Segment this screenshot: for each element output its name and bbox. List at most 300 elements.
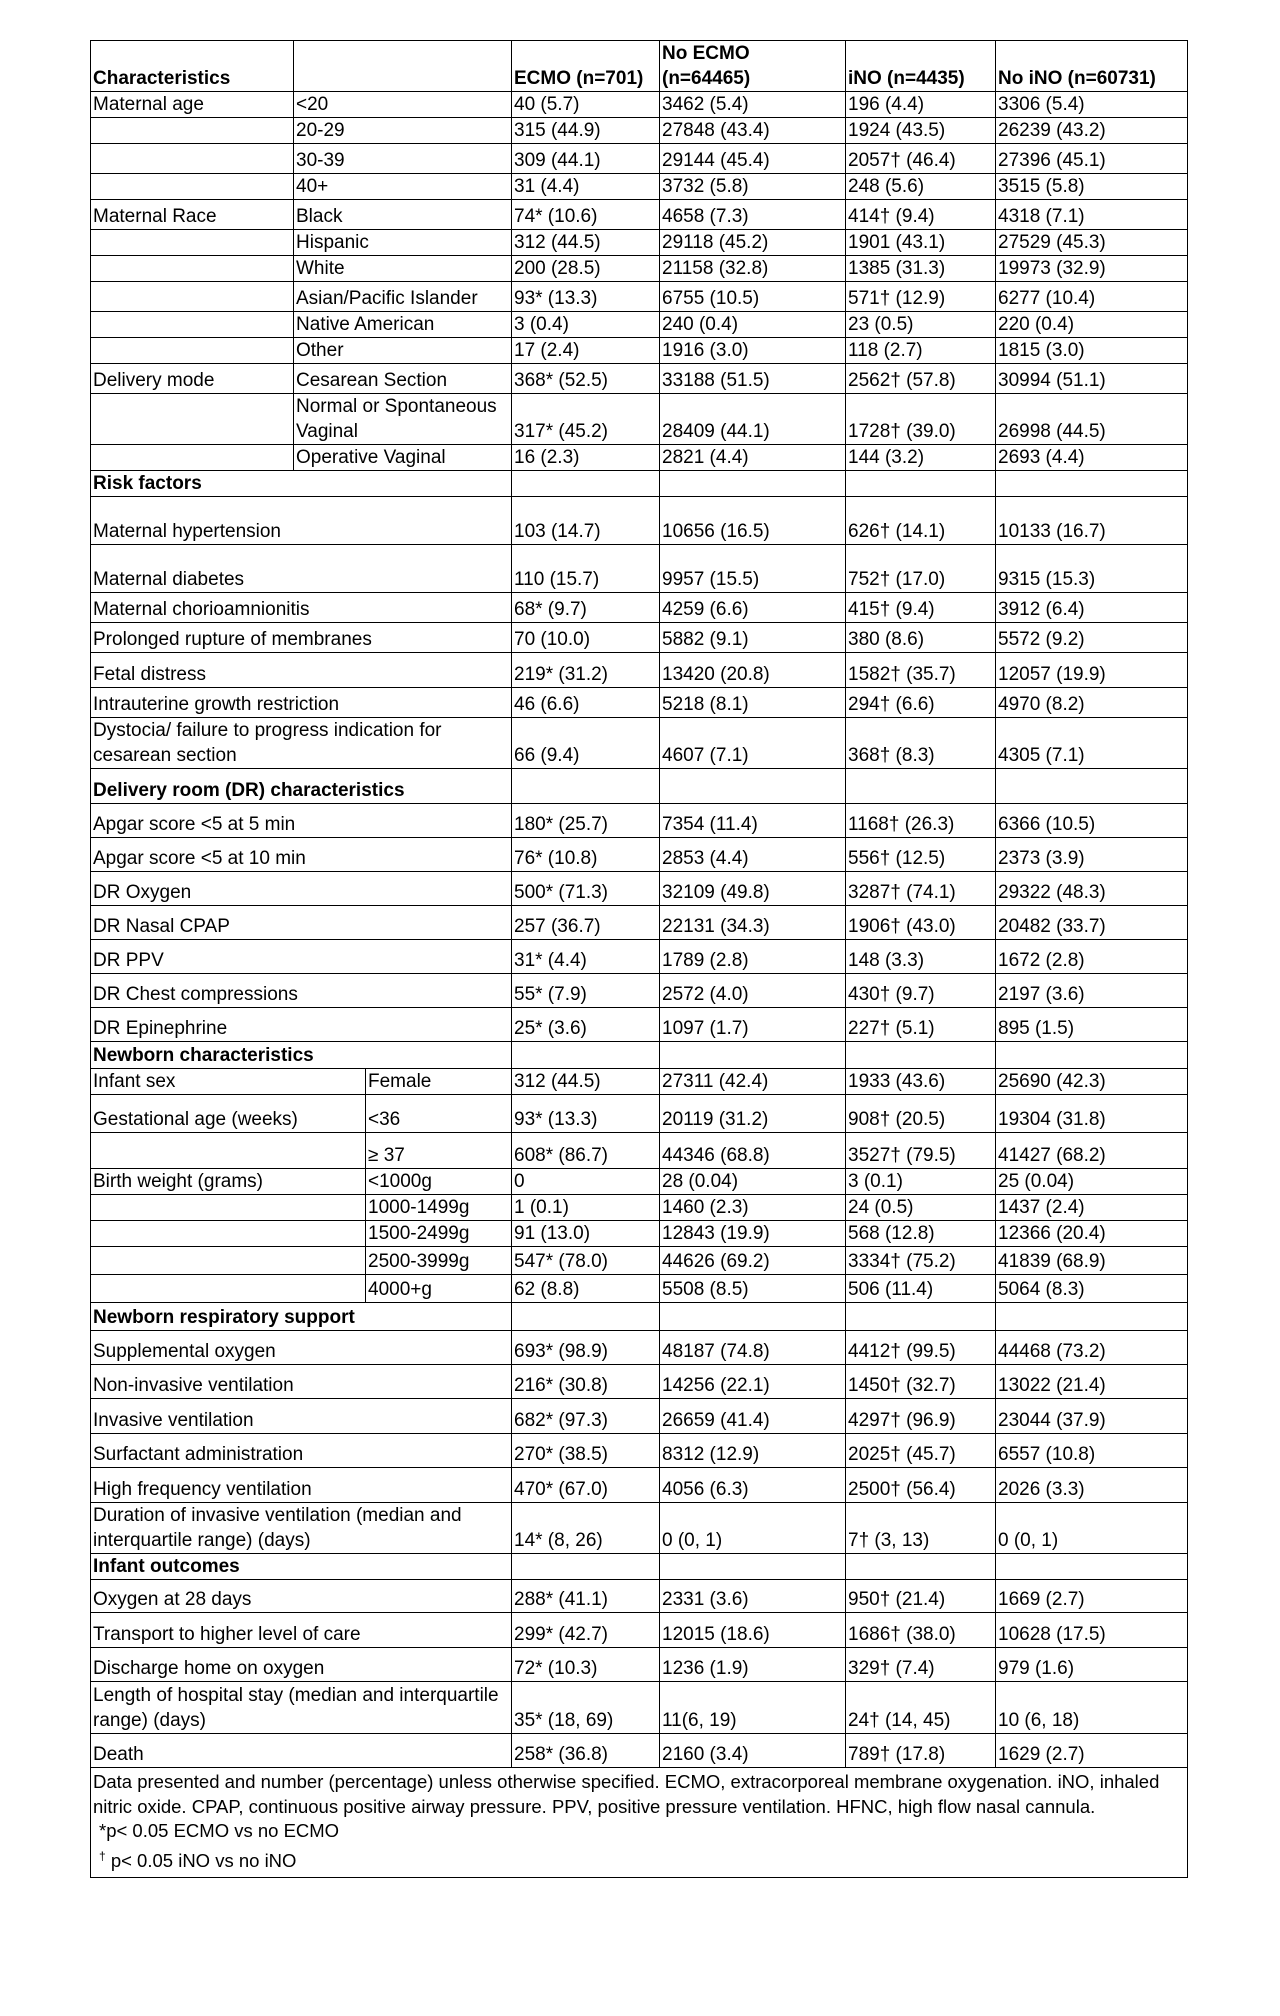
blank-cell	[846, 1042, 996, 1069]
section-row	[91, 1303, 1188, 1331]
blank-cell	[846, 769, 996, 804]
table-row	[91, 1734, 1188, 1768]
blank-cell	[846, 1303, 996, 1331]
blank-cell	[512, 471, 660, 497]
value-no-ino: 19973 (32.9)	[996, 256, 1188, 282]
row-category-label: White	[294, 256, 512, 282]
row-group-label	[91, 174, 294, 200]
blank-cell	[660, 1042, 846, 1069]
section-row	[91, 471, 1188, 497]
header-row	[91, 41, 1188, 92]
table-row	[91, 872, 1188, 906]
row-label: Duration of invasive ventilation (median and interquartile range) (days)	[91, 1503, 512, 1554]
value-ecmo: 55* (7.9)	[512, 974, 660, 1008]
table-row	[91, 92, 1188, 118]
value-no-ecmo: 4056 (6.3)	[660, 1468, 846, 1503]
row-group-label	[91, 445, 294, 471]
value-ino: 2057† (46.4)	[846, 144, 996, 174]
dagger-symbol: †	[99, 1848, 106, 1863]
row-group-label	[91, 1247, 366, 1275]
row-group-label	[91, 144, 294, 174]
value-no-ecmo: 28 (0.04)	[660, 1169, 846, 1195]
value-ecmo: 25* (3.6)	[512, 1008, 660, 1042]
value-ecmo: 258* (36.8)	[512, 1734, 660, 1768]
value-ecmo: 35* (18, 69)	[512, 1682, 660, 1734]
value-no-ino: 1672 (2.8)	[996, 940, 1188, 974]
value-ecmo: 180* (25.7)	[512, 804, 660, 838]
value-no-ecmo: 3462 (5.4)	[660, 92, 846, 118]
value-ino: 1385 (31.3)	[846, 256, 996, 282]
value-ecmo: 72* (10.3)	[512, 1648, 660, 1682]
blank-cell	[660, 769, 846, 804]
row-group-label	[91, 282, 294, 312]
value-no-ino: 20482 (33.7)	[996, 906, 1188, 940]
value-no-ino: 2693 (4.4)	[996, 445, 1188, 471]
row-label: Maternal hypertension	[91, 497, 512, 545]
row-category-label: 20-29	[294, 118, 512, 144]
value-no-ecmo: 1236 (1.9)	[660, 1648, 846, 1682]
value-ino: 1686† (38.0)	[846, 1613, 996, 1648]
row-label: Death	[91, 1734, 512, 1768]
table-row	[91, 144, 1188, 174]
table-row	[91, 1503, 1188, 1554]
value-no-ecmo: 21158 (32.8)	[660, 256, 846, 282]
value-no-ecmo: 14256 (22.1)	[660, 1365, 846, 1399]
value-ecmo: 74* (10.6)	[512, 200, 660, 230]
row-group-label: Maternal Race	[91, 200, 294, 230]
value-no-ecmo: 2853 (4.4)	[660, 838, 846, 872]
value-ino: 3334† (75.2)	[846, 1247, 996, 1275]
section-outcomes: Infant outcomes	[91, 1554, 512, 1580]
value-no-ecmo: 5218 (8.1)	[660, 688, 846, 718]
value-ino: 415† (9.4)	[846, 593, 996, 623]
footnote-row	[91, 1768, 1188, 1878]
value-no-ecmo: 12843 (19.9)	[660, 1221, 846, 1247]
value-no-ino: 3515 (5.8)	[996, 174, 1188, 200]
value-ecmo: 200 (28.5)	[512, 256, 660, 282]
value-no-ino: 4970 (8.2)	[996, 688, 1188, 718]
table-row	[91, 1468, 1188, 1503]
value-ecmo: 14* (8, 26)	[512, 1503, 660, 1554]
value-no-ino: 41839 (68.9)	[996, 1247, 1188, 1275]
row-category-label: <36	[366, 1095, 512, 1133]
value-ino: 1168† (26.3)	[846, 804, 996, 838]
value-ecmo: 66 (9.4)	[512, 718, 660, 769]
table-row	[91, 653, 1188, 688]
value-ecmo: 91 (13.0)	[512, 1221, 660, 1247]
row-category-label: 2500-3999g	[366, 1247, 512, 1275]
value-no-ino: 13022 (21.4)	[996, 1365, 1188, 1399]
row-label: Supplemental oxygen	[91, 1331, 512, 1365]
blank-cell	[660, 1554, 846, 1580]
value-no-ecmo: 29144 (45.4)	[660, 144, 846, 174]
value-no-ino: 1815 (3.0)	[996, 338, 1188, 364]
row-group-label	[91, 394, 294, 445]
value-no-ecmo: 2331 (3.6)	[660, 1580, 846, 1613]
blank-cell	[846, 1554, 996, 1580]
header-characteristics: Characteristics	[91, 41, 294, 92]
row-category-label: Hispanic	[294, 230, 512, 256]
row-category-label: <1000g	[366, 1169, 512, 1195]
value-ino: 752† (17.0)	[846, 545, 996, 593]
value-no-ino: 6277 (10.4)	[996, 282, 1188, 312]
row-category-label: Other	[294, 338, 512, 364]
value-ino: 3287† (74.1)	[846, 872, 996, 906]
table-row	[91, 804, 1188, 838]
value-no-ino: 12057 (19.9)	[996, 653, 1188, 688]
value-no-ino: 1629 (2.7)	[996, 1734, 1188, 1768]
value-ino: 556† (12.5)	[846, 838, 996, 872]
blank-cell	[996, 471, 1188, 497]
value-no-ino: 6557 (10.8)	[996, 1434, 1188, 1468]
value-ino: 23 (0.5)	[846, 312, 996, 338]
row-group-label	[91, 1221, 366, 1247]
value-ino: 24 (0.5)	[846, 1195, 996, 1221]
value-no-ecmo: 28409 (44.1)	[660, 394, 846, 445]
row-group-label	[91, 256, 294, 282]
row-category-label: 1000-1499g	[366, 1195, 512, 1221]
value-ino: 1901 (43.1)	[846, 230, 996, 256]
header-ecmo: ECMO (n=701)	[512, 41, 660, 92]
value-ino: 4297† (96.9)	[846, 1399, 996, 1434]
value-ino: 227† (5.1)	[846, 1008, 996, 1042]
table-row	[91, 497, 1188, 545]
blank-cell	[512, 1554, 660, 1580]
value-no-ino: 27396 (45.1)	[996, 144, 1188, 174]
table-row	[91, 364, 1188, 394]
row-label: DR Oxygen	[91, 872, 512, 906]
table-row	[91, 1247, 1188, 1275]
value-ecmo: 31* (4.4)	[512, 940, 660, 974]
value-no-ecmo: 44346 (68.8)	[660, 1133, 846, 1169]
value-ecmo: 3 (0.4)	[512, 312, 660, 338]
value-no-ecmo: 5882 (9.1)	[660, 623, 846, 653]
table-row	[91, 1613, 1188, 1648]
table-row	[91, 256, 1188, 282]
value-no-ino: 23044 (37.9)	[996, 1399, 1188, 1434]
value-ecmo: 76* (10.8)	[512, 838, 660, 872]
section-row	[91, 1554, 1188, 1580]
value-ino: 1924 (43.5)	[846, 118, 996, 144]
row-category-label: Asian/Pacific Islander	[294, 282, 512, 312]
value-ecmo: 317* (45.2)	[512, 394, 660, 445]
value-no-ecmo: 8312 (12.9)	[660, 1434, 846, 1468]
characteristics-table	[90, 40, 1188, 1878]
section-newborn: Newborn characteristics	[91, 1042, 512, 1069]
value-no-ino: 10 (6, 18)	[996, 1682, 1188, 1734]
value-ino: 2562† (57.8)	[846, 364, 996, 394]
blank-cell	[996, 769, 1188, 804]
row-group-label: Infant sex	[91, 1069, 366, 1095]
value-no-ecmo: 4658 (7.3)	[660, 200, 846, 230]
value-ino: 568 (12.8)	[846, 1221, 996, 1247]
value-no-ino: 895 (1.5)	[996, 1008, 1188, 1042]
value-ino: 329† (7.4)	[846, 1648, 996, 1682]
value-ecmo: 299* (42.7)	[512, 1613, 660, 1648]
row-label: Length of hospital stay (median and interquartile range) (days)	[91, 1682, 512, 1734]
blank-cell	[512, 1042, 660, 1069]
row-category-label: Cesarean Section	[294, 364, 512, 394]
value-ino: 2025† (45.7)	[846, 1434, 996, 1468]
row-group-label	[91, 230, 294, 256]
value-ecmo: 1 (0.1)	[512, 1195, 660, 1221]
row-category-label: ≥ 37	[366, 1133, 512, 1169]
table-row	[91, 940, 1188, 974]
row-group-label: Delivery mode	[91, 364, 294, 394]
value-ino: 1728† (39.0)	[846, 394, 996, 445]
table-row	[91, 445, 1188, 471]
table-row	[91, 1682, 1188, 1734]
row-group-label	[91, 1275, 366, 1303]
blank-cell	[846, 471, 996, 497]
table-row	[91, 718, 1188, 769]
value-ino: 7† (3, 13)	[846, 1503, 996, 1554]
value-ino: 414† (9.4)	[846, 200, 996, 230]
value-no-ino: 4318 (7.1)	[996, 200, 1188, 230]
value-ecmo: 500* (71.3)	[512, 872, 660, 906]
header-ino: iNO (n=4435)	[846, 41, 996, 92]
value-no-ecmo: 2572 (4.0)	[660, 974, 846, 1008]
value-ecmo: 216* (30.8)	[512, 1365, 660, 1399]
value-ecmo: 608* (86.7)	[512, 1133, 660, 1169]
row-group-label	[91, 312, 294, 338]
row-group-label	[91, 338, 294, 364]
row-label: High frequency ventilation	[91, 1468, 512, 1503]
value-no-ino: 41427 (68.2)	[996, 1133, 1188, 1169]
value-ino: 248 (5.6)	[846, 174, 996, 200]
value-ino: 1450† (32.7)	[846, 1365, 996, 1399]
value-ecmo: 682* (97.3)	[512, 1399, 660, 1434]
value-ecmo: 693* (98.9)	[512, 1331, 660, 1365]
value-ecmo: 312 (44.5)	[512, 230, 660, 256]
footnote-star: *p< 0.05 ECMO vs no ECMO	[99, 1820, 340, 1841]
table-row	[91, 118, 1188, 144]
row-group-label	[91, 118, 294, 144]
table-row	[91, 1399, 1188, 1434]
section-respiratory: Newborn respiratory support	[91, 1303, 512, 1331]
footnote-text: Data presented and number (percentage) unless otherwise specified. ECMO, extracorporeal membrane oxygenation. iNO, inhaled nitric oxide. CPAP, continuous positive airway pressure. PPV, positive pressure ventilation. HFNC, high flow nasal cannula.	[93, 1771, 1160, 1817]
row-category-label: 30-39	[294, 144, 512, 174]
value-no-ecmo: 5508 (8.5)	[660, 1275, 846, 1303]
value-ino: 294† (6.6)	[846, 688, 996, 718]
footnote-dagger-text: p< 0.05 iNO vs no iNO	[105, 1849, 297, 1871]
value-ino: 368† (8.3)	[846, 718, 996, 769]
value-no-ino: 979 (1.6)	[996, 1648, 1188, 1682]
value-ino: 148 (3.3)	[846, 940, 996, 974]
value-no-ecmo: 6755 (10.5)	[660, 282, 846, 312]
value-no-ecmo: 33188 (51.5)	[660, 364, 846, 394]
value-ecmo: 93* (13.3)	[512, 1095, 660, 1133]
value-no-ecmo: 13420 (20.8)	[660, 653, 846, 688]
table-row	[91, 1434, 1188, 1468]
blank-cell	[512, 769, 660, 804]
value-no-ino: 1669 (2.7)	[996, 1580, 1188, 1613]
value-no-ino: 3306 (5.4)	[996, 92, 1188, 118]
row-label: Invasive ventilation	[91, 1399, 512, 1434]
table-row	[91, 1095, 1188, 1133]
blank-cell	[996, 1042, 1188, 1069]
value-no-ecmo: 20119 (31.2)	[660, 1095, 846, 1133]
row-label: Maternal chorioamnionitis	[91, 593, 512, 623]
table-row	[91, 338, 1188, 364]
row-label: Discharge home on oxygen	[91, 1648, 512, 1682]
table-row	[91, 200, 1188, 230]
table-row	[91, 1008, 1188, 1042]
value-no-ecmo: 1789 (2.8)	[660, 940, 846, 974]
value-ino: 1582† (35.7)	[846, 653, 996, 688]
value-no-ecmo: 7354 (11.4)	[660, 804, 846, 838]
table-row	[91, 593, 1188, 623]
value-no-ecmo: 4607 (7.1)	[660, 718, 846, 769]
value-ecmo: 46 (6.6)	[512, 688, 660, 718]
value-no-ecmo: 1460 (2.3)	[660, 1195, 846, 1221]
value-ino: 24† (14, 45)	[846, 1682, 996, 1734]
row-label: Dystocia/ failure to progress indication for cesarean section	[91, 718, 512, 769]
table-row	[91, 1169, 1188, 1195]
table-row	[91, 230, 1188, 256]
table-row	[91, 312, 1188, 338]
blank-cell	[660, 471, 846, 497]
value-no-ecmo: 2160 (3.4)	[660, 1734, 846, 1768]
table-row	[91, 1133, 1188, 1169]
value-no-ecmo: 2821 (4.4)	[660, 445, 846, 471]
table-row	[91, 1580, 1188, 1613]
row-label: Maternal diabetes	[91, 545, 512, 593]
value-no-ecmo: 26659 (41.4)	[660, 1399, 846, 1434]
value-ecmo: 288* (41.1)	[512, 1580, 660, 1613]
row-category-label: Operative Vaginal	[294, 445, 512, 471]
row-label: Apgar score <5 at 5 min	[91, 804, 512, 838]
table-row	[91, 906, 1188, 940]
row-category-label: 4000+g	[366, 1275, 512, 1303]
table-row	[91, 623, 1188, 653]
value-ecmo: 62 (8.8)	[512, 1275, 660, 1303]
footnote-dagger	[93, 1844, 1185, 1874]
value-ecmo: 547* (78.0)	[512, 1247, 660, 1275]
value-no-ecmo: 0 (0, 1)	[660, 1503, 846, 1554]
blank-cell	[996, 1303, 1188, 1331]
value-no-ecmo: 4259 (6.6)	[660, 593, 846, 623]
value-no-ecmo: 22131 (34.3)	[660, 906, 846, 940]
value-ino: 3 (0.1)	[846, 1169, 996, 1195]
value-no-ino: 2373 (3.9)	[996, 838, 1188, 872]
document-page	[90, 40, 1187, 1878]
value-no-ino: 44468 (73.2)	[996, 1331, 1188, 1365]
row-category-label: Black	[294, 200, 512, 230]
value-no-ecmo: 48187 (74.8)	[660, 1331, 846, 1365]
value-no-ino: 6366 (10.5)	[996, 804, 1188, 838]
value-ino: 430† (9.7)	[846, 974, 996, 1008]
blank-cell	[660, 1303, 846, 1331]
row-label: Non-invasive ventilation	[91, 1365, 512, 1399]
value-no-ino: 2197 (3.6)	[996, 974, 1188, 1008]
value-ino: 571† (12.9)	[846, 282, 996, 312]
value-no-ino: 10133 (16.7)	[996, 497, 1188, 545]
value-no-ino: 9315 (15.3)	[996, 545, 1188, 593]
row-label: Fetal distress	[91, 653, 512, 688]
table-row	[91, 545, 1188, 593]
row-category-label: 40+	[294, 174, 512, 200]
value-no-ecmo: 29118 (45.2)	[660, 230, 846, 256]
value-no-ecmo: 27311 (42.4)	[660, 1069, 846, 1095]
value-no-ino: 25 (0.04)	[996, 1169, 1188, 1195]
value-ecmo: 219* (31.2)	[512, 653, 660, 688]
value-ecmo: 257 (36.7)	[512, 906, 660, 940]
row-label: Prolonged rupture of membranes	[91, 623, 512, 653]
value-ecmo: 31 (4.4)	[512, 174, 660, 200]
value-ecmo: 70 (10.0)	[512, 623, 660, 653]
value-ecmo: 17 (2.4)	[512, 338, 660, 364]
value-ino: 950† (21.4)	[846, 1580, 996, 1613]
row-label: Intrauterine growth restriction	[91, 688, 512, 718]
value-no-ino: 12366 (20.4)	[996, 1221, 1188, 1247]
row-group-label	[91, 1133, 366, 1169]
value-ino: 196 (4.4)	[846, 92, 996, 118]
value-no-ecmo: 10656 (16.5)	[660, 497, 846, 545]
row-group-label: Birth weight (grams)	[91, 1169, 366, 1195]
value-no-ino: 30994 (51.1)	[996, 364, 1188, 394]
value-ecmo: 270* (38.5)	[512, 1434, 660, 1468]
table-row	[91, 394, 1188, 445]
value-no-ino: 25690 (42.3)	[996, 1069, 1188, 1095]
value-ecmo: 16 (2.3)	[512, 445, 660, 471]
value-no-ecmo: 32109 (49.8)	[660, 872, 846, 906]
table-row	[91, 1648, 1188, 1682]
table-row	[91, 282, 1188, 312]
row-label: DR Chest compressions	[91, 974, 512, 1008]
row-label: Surfactant administration	[91, 1434, 512, 1468]
value-ecmo: 368* (52.5)	[512, 364, 660, 394]
value-no-ino: 26239 (43.2)	[996, 118, 1188, 144]
value-ecmo: 470* (67.0)	[512, 1468, 660, 1503]
value-no-ecmo: 9957 (15.5)	[660, 545, 846, 593]
value-ecmo: 103 (14.7)	[512, 497, 660, 545]
value-no-ino: 3912 (6.4)	[996, 593, 1188, 623]
value-ino: 4412† (99.5)	[846, 1331, 996, 1365]
table-row	[91, 1221, 1188, 1247]
value-no-ecmo: 11(6, 19)	[660, 1682, 846, 1734]
row-label: DR Epinephrine	[91, 1008, 512, 1042]
row-group-label: Maternal age	[91, 92, 294, 118]
row-label: Apgar score <5 at 10 min	[91, 838, 512, 872]
value-no-ino: 0 (0, 1)	[996, 1503, 1188, 1554]
row-label: DR Nasal CPAP	[91, 906, 512, 940]
value-no-ino: 10628 (17.5)	[996, 1613, 1188, 1648]
value-ino: 118 (2.7)	[846, 338, 996, 364]
value-no-ecmo: 1916 (3.0)	[660, 338, 846, 364]
value-no-ino: 19304 (31.8)	[996, 1095, 1188, 1133]
value-ino: 1906† (43.0)	[846, 906, 996, 940]
value-no-ino: 1437 (2.4)	[996, 1195, 1188, 1221]
value-ino: 506 (11.4)	[846, 1275, 996, 1303]
section-row	[91, 1042, 1188, 1069]
value-no-ino: 5064 (8.3)	[996, 1275, 1188, 1303]
table-row	[91, 688, 1188, 718]
table-row	[91, 1331, 1188, 1365]
value-no-ino: 4305 (7.1)	[996, 718, 1188, 769]
row-group-label: Gestational age (weeks)	[91, 1095, 366, 1133]
header-no-ecmo: No ECMO (n=64465)	[660, 41, 846, 92]
table-row	[91, 1275, 1188, 1303]
value-ino: 626† (14.1)	[846, 497, 996, 545]
table-row	[91, 174, 1188, 200]
blank-cell	[512, 1303, 660, 1331]
value-ino: 2500† (56.4)	[846, 1468, 996, 1503]
value-ino: 144 (3.2)	[846, 445, 996, 471]
value-ecmo: 0	[512, 1169, 660, 1195]
table-row	[91, 1195, 1188, 1221]
blank-cell	[996, 1554, 1188, 1580]
